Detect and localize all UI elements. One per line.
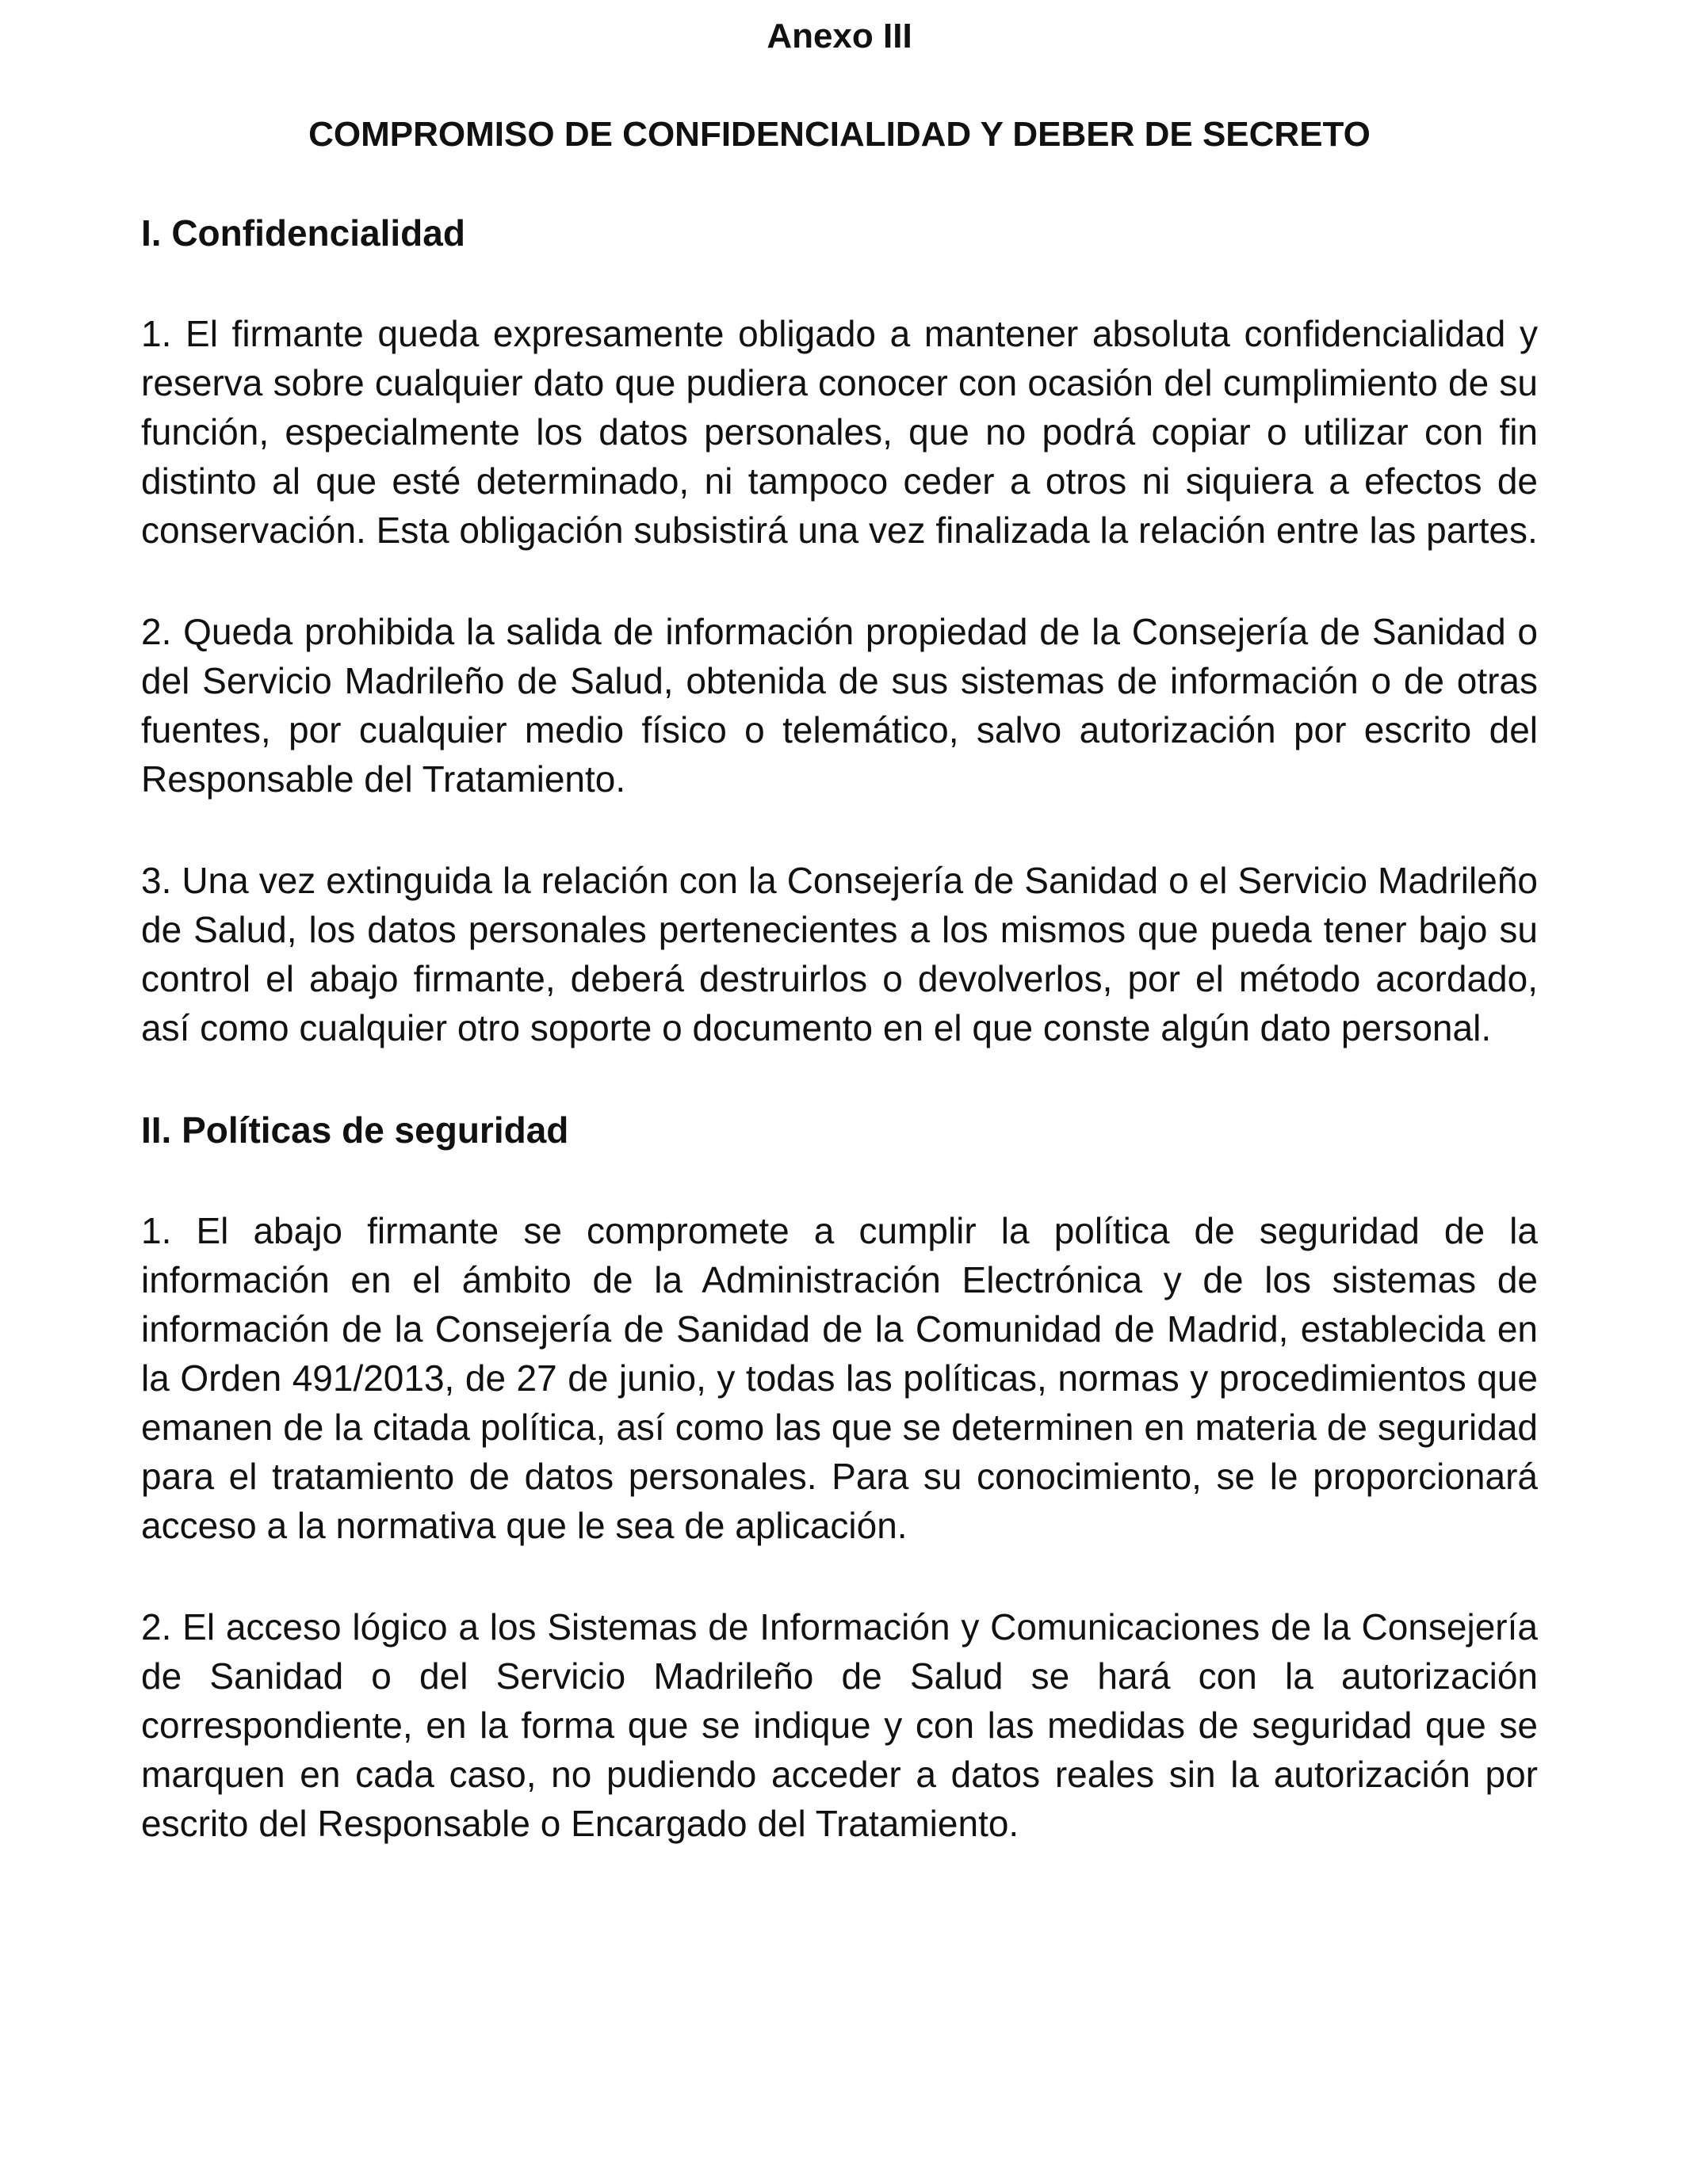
paragraph-confidencialidad-2: 2. Queda prohibida la salida de información propiedad de la Consejería de Sanidad o del Servicio Madrileño de Salud, obtenida de sus sistemas de información o de otras fuentes, por cualquier medio físico o telemático, salvo autorización por escrito del Responsable del Tratamiento.	[141, 611, 1538, 800]
paragraph-seguridad-2: 2. El acceso lógico a los Sistemas de Información y Comunicaciones de la Consejería de Sanidad o del Servicio Madrileño de Salud se hará con la autorización correspondiente, en la forma que se indique y con las medidas de seguridad que se marquen en cada caso, no pudiendo acceder a datos reales sin la autorización por escrito del Responsable o Encargado del Tratamiento.	[141, 1606, 1538, 1844]
paragraph-confidencialidad-1: 1. El firmante queda expresamente obligado a mantener absoluta confidencialidad y reserva sobre cualquier dato que pudiera conocer con ocasión del cumplimiento de su función, especialmente los datos personales, que no podrá copiar o utilizar con fin distinto al que esté determinado, ni tampoco ceder a otros ni siquiera a efectos de conservación. Esta obligación subsistirá una vez finalizada la relación entre las partes.	[141, 313, 1538, 551]
document-page	[141, 0, 1538, 1848]
paragraph-seguridad-1: 1. El abajo firmante se compromete a cumplir la política de seguridad de la información en el ámbito de la Administración Electrónica y de los sistemas de información de la Consejería de Sanidad de la Comunidad de Madrid, establecida en la Orden 491/2013, de 27 de junio, y todas las políticas, normas y procedimientos que emanen de la citada política, así como las que se determinen en materia de seguridad para el tratamiento de datos personales. Para su conocimiento, se le proporcionará acceso a la normativa que le sea de aplicación.	[141, 1210, 1538, 1546]
section-heading-politicas-seguridad: II. Políticas de seguridad	[141, 1109, 569, 1151]
annex-title: Anexo III	[767, 17, 912, 55]
paragraph-confidencialidad-3: 3. Una vez extinguida la relación con la Consejería de Sanidad o el Servicio Madrileño de Salud, los datos personales pertenecientes a los mismos que pueda tener bajo su control el abajo firmante, deberá destruirlos o devolverlos, por el método acordado, así como cualquier otro soporte o documento en el que conste algún dato personal.	[141, 860, 1538, 1048]
document-title: COMPROMISO DE CONFIDENCIALIDAD Y DEBER DE SECRETO	[308, 115, 1371, 154]
section-heading-confidencialidad: I. Confidencialidad	[141, 212, 465, 254]
